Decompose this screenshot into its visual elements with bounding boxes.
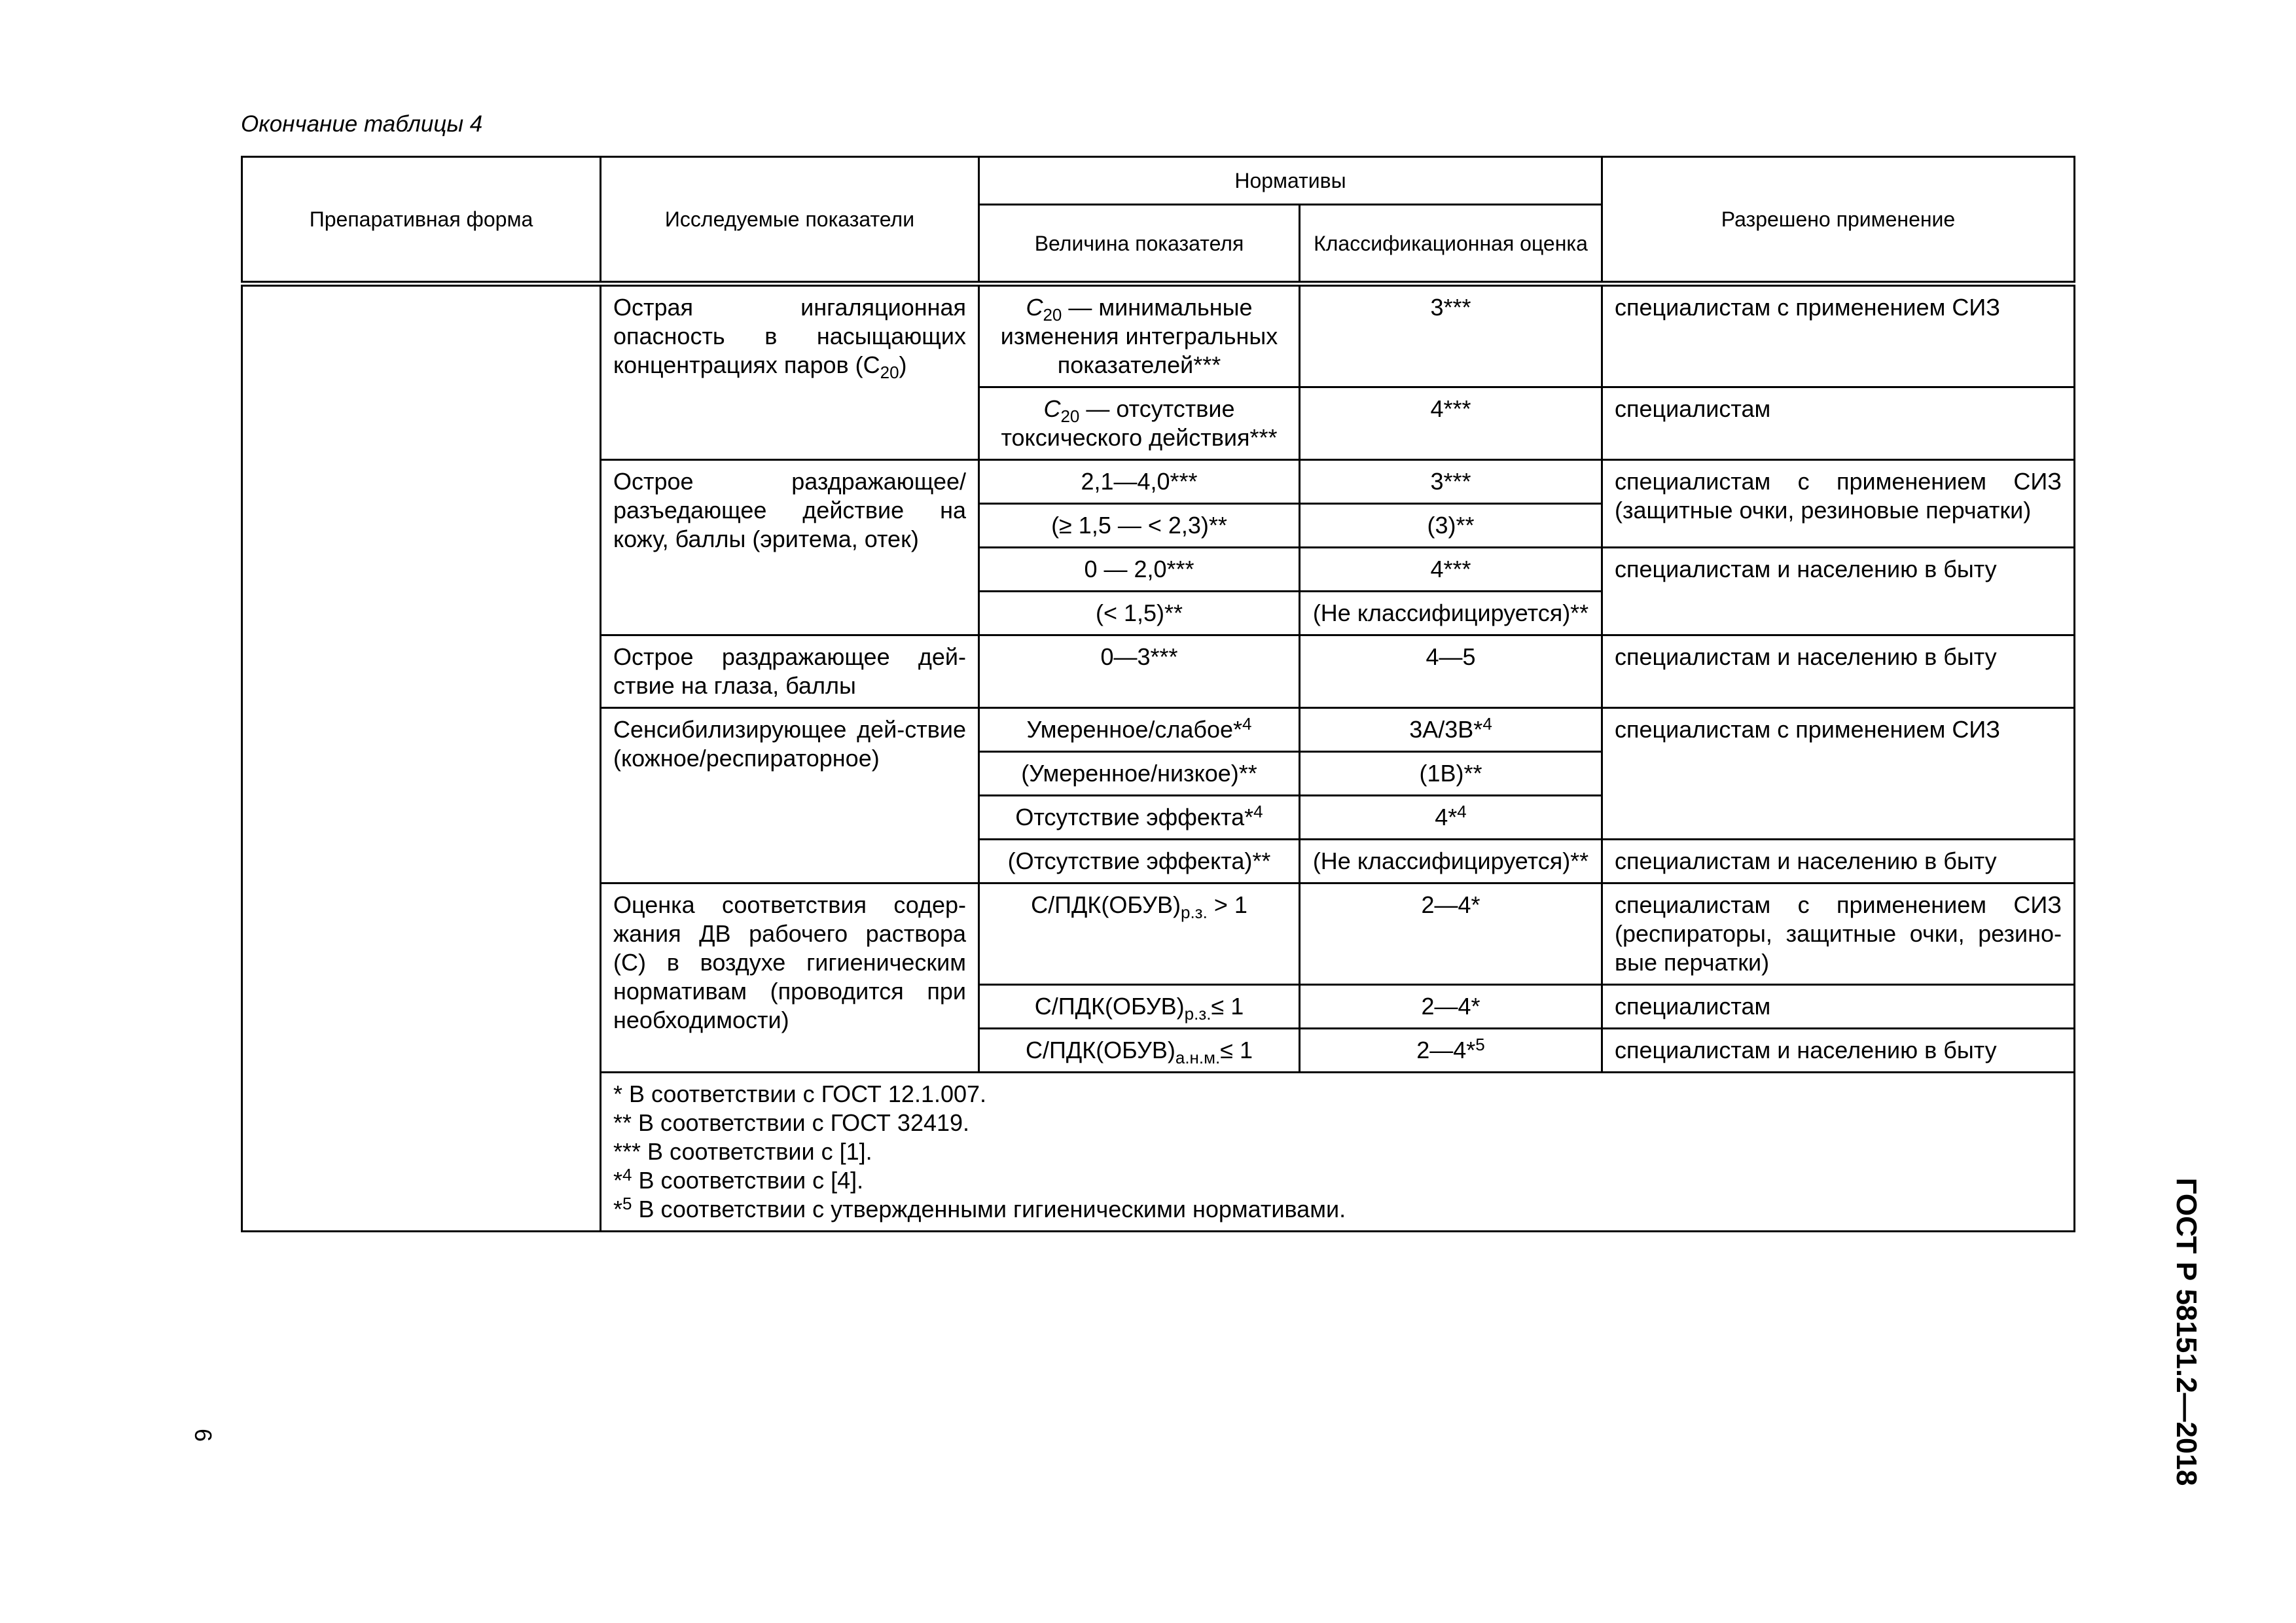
value-cell: (Отсутствие эффекта)** [979,840,1300,883]
value-cell: (≥ 1,5 — < 2,3)** [979,504,1300,548]
class-cell: 2—4* [1300,985,1602,1029]
allowed-cell: специалистам с применением СИЗ (респираторы, защитные очки, резино-вые перчатки) [1602,883,2075,985]
allowed-cell: специалистам с применением СИЗ [1602,708,2075,840]
standard-designation: ГОСТ Р 58151.2—2018 [2170,1177,2202,1486]
data-table [241,156,2075,1232]
class-cell: (Не классифицируется)** [1300,592,1602,635]
class-cell: 4*$^4$ [1300,796,1602,840]
allowed-cell: специалистам [1602,985,2075,1029]
value-cell: $C_{20}$ — отсутствие токсического действия*** [979,387,1300,460]
note-line: *$^5$ В соответствии с утвержденными гигиеническими нормативами. [613,1194,1346,1222]
value-cell: $С/ПДК(ОБУВ)_{р.з.} > 1$ [979,883,1300,985]
header-allowed: Разрешено применение [1602,157,2075,284]
value-cell: $C_{20}$ — минимальные изменения интегральных показателей*** [979,284,1300,387]
class-cell: 2—4* [1300,883,1602,985]
indicator-cell: Оценка соответствия содер-жания ДВ рабочего раствора (С) в воздухе гигиеническим нормативам (проводится при необходимости) [601,883,979,1073]
class-cell: (1В)** [1300,752,1602,796]
indicator-cell: Острое раздражающее дей-ствие на глаза, баллы [601,635,979,708]
value-cell: 2,1—4,0*** [979,460,1300,504]
class-cell: 4*** [1300,548,1602,592]
note-line: ** В соответствии с ГОСТ 32419. [613,1109,970,1136]
allowed-cell: специалистам с применением СИЗ [1602,284,2075,387]
header-classification: Классификационная оценка [1300,205,1602,284]
class-cell: 3*** [1300,284,1602,387]
form-cell [242,284,601,1232]
class-cell: 2—4*$^5$ [1300,1029,1602,1073]
value-cell: 0 — 2,0*** [979,548,1300,592]
class-cell: (3)** [1300,504,1602,548]
header-form: Препаративная форма [242,157,601,284]
header-value: Величина показателя [979,205,1300,284]
allowed-cell: специалистам и населению в быту [1602,840,2075,883]
note-line: *$^4$ В соответствии с [4]. [613,1165,864,1194]
notes-cell [601,1073,2075,1232]
indicator-cell: Острое раздражающее/ разъедающее действие на кожу, баллы (эритема, отек) [601,460,979,635]
allowed-cell: специалистам и населению в быту [1602,1029,2075,1073]
table-caption: Окончание таблицы 4 [241,111,483,137]
allowed-cell: специалистам и населению в быту [1602,635,2075,708]
table-row [242,284,2075,387]
value-cell: $С/ПДК(ОБУВ)_{р.з.}\le 1$ [979,985,1300,1029]
header-norms: Нормативы [979,157,1602,205]
class-cell: 3А/3В*$^4$ [1300,708,1602,752]
indicator-cell: Сенсибилизирующее дей-ствие (кожное/респираторное) [601,708,979,883]
value-cell: Отсутствие эффекта*$^4$ [979,796,1300,840]
value-cell: Умеренное/слабое*$^4$ [979,708,1300,752]
allowed-cell: специалистам с применением СИЗ (защитные очки, резиновые перчатки) [1602,460,2075,548]
value-cell: $С/ПДК(ОБУВ)_{а.н.м.}\le 1$ [979,1029,1300,1073]
class-cell: (Не классифицируется)** [1300,840,1602,883]
allowed-cell: специалистам [1602,387,2075,460]
note-line: *** В соответствии с [1]. [613,1138,872,1165]
value-cell: 0—3*** [979,635,1300,708]
value-cell: (< 1,5)** [979,592,1300,635]
class-cell: 4*** [1300,387,1602,460]
value-cell: (Умеренное/низкое)** [979,752,1300,796]
class-cell: 3*** [1300,460,1602,504]
header-indicators: Исследуемые показатели [601,157,979,284]
page-number: 6 [190,1428,217,1442]
note-line: * В соответствии с ГОСТ 12.1.007. [613,1080,987,1107]
indicator-cell: Острая ингаляционная опасность в насыщающих концентрациях паров $(C_{20})$ [601,284,979,460]
class-cell: 4—5 [1300,635,1602,708]
allowed-cell: специалистам и населению в быту [1602,548,2075,635]
